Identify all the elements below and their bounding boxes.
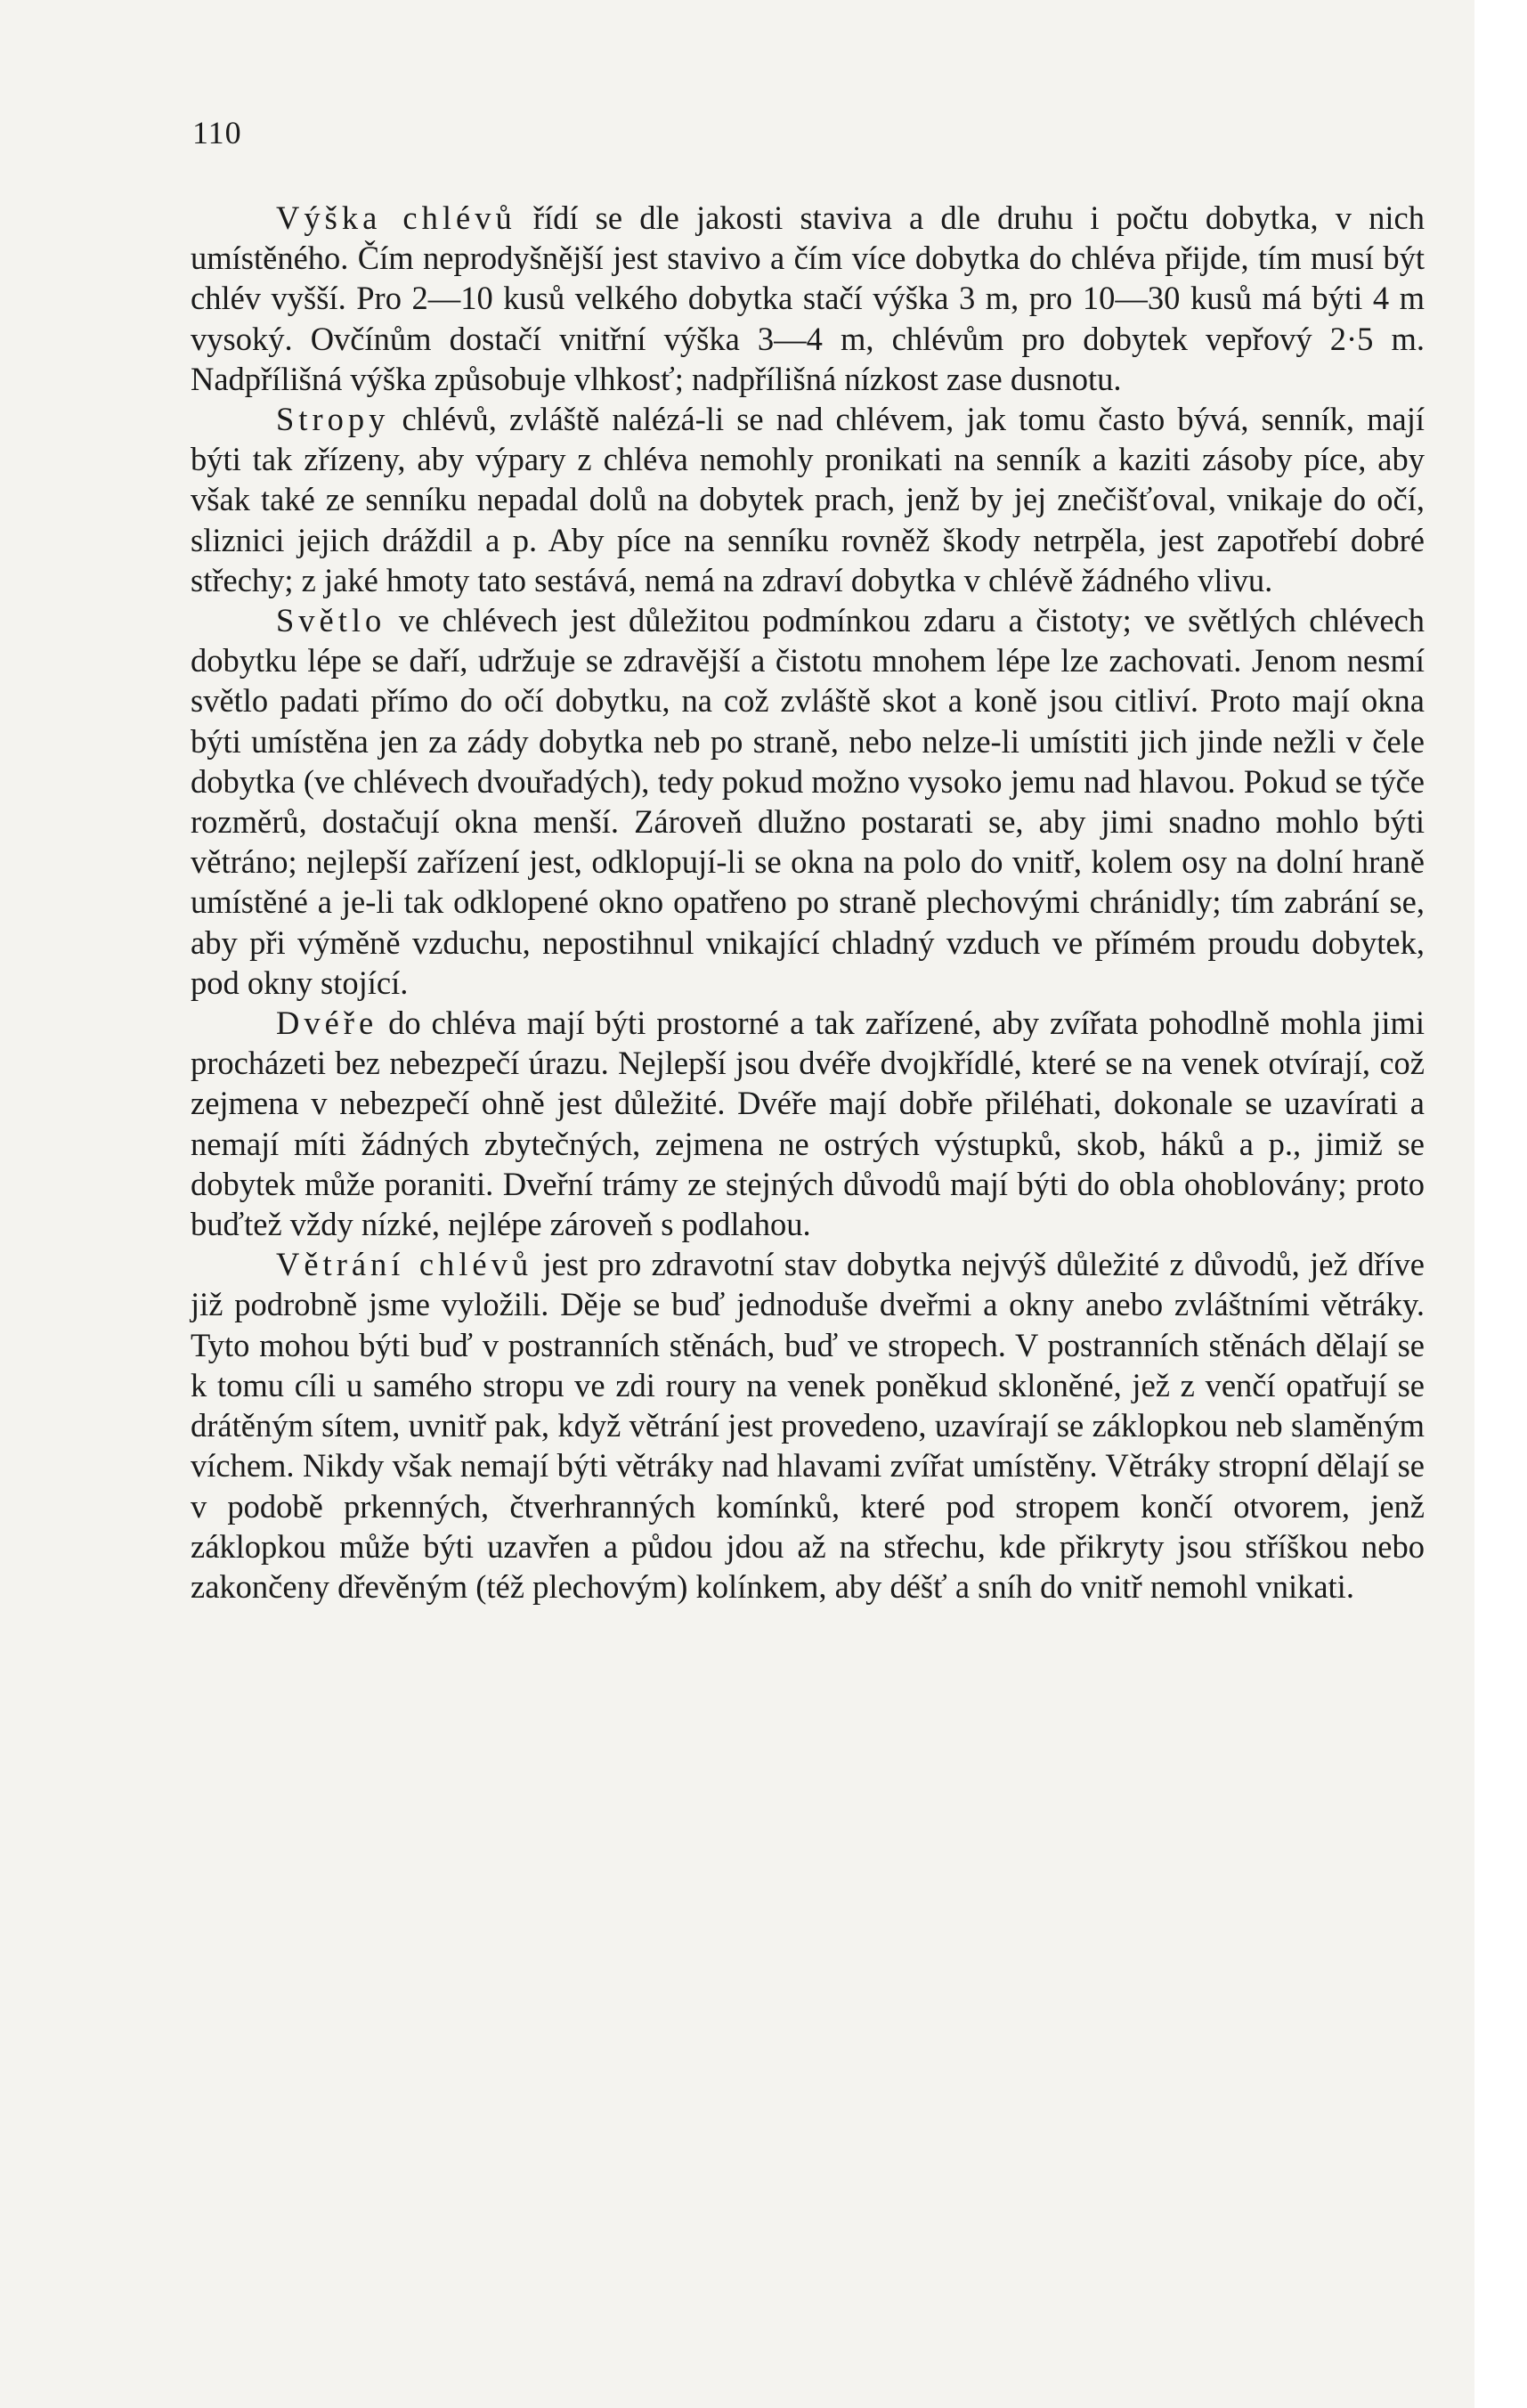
paragraph-heading: Stropy [276,401,390,438]
paragraph-text: řídí se dle jakosti staviva a dle druhu i počtu dobytka, v nich umístěného. Čím neprodyšnější jest stavivo a čím více dobytka do chléva přijde, tím musí být chlév vyšší. Pro 2—10 kusů velkého dobytka stačí výška 3 m, pro 10—30 kusů má býti 4 m vysoký. Ovčínům dostačí vnitřní výška 3—4 m, chlévům pro dobytek vepřový 2·5 m. Nadpřílišná výška způsobuje vlhkosť; nadpřílišná nízkost zase dusnotu. [191,199,1425,397]
paragraph-svetlo [191,600,1425,1003]
paragraph-heading: Dvéře [276,1005,378,1042]
scan-margin [1474,0,1527,2408]
paragraph-text: jest pro zdravotní stav dobytka nejvýš důležité z důvodů, jež dříve již podrobně jsme vyložili. Děje se buď jednoduše dveřmi a okny anebo zvláštními větráky. Tyto mohou býti buď v postranních stěnách, buď ve stropech. V postranních stěnách dělají se k tomu cíli u samého stropu ve zdi roury na venek poněkud skloněné, jež z venčí opatřují se drátěným sítem, uvnitř pak, když větrání jest provedeno, uzavírají se záklopkou neb slaměným víchem. Nikdy však nemají býti větráky nad hlavami zvířat umístěny. Větráky stropní dělají se v podobě prkenných, čtverhranných komínků, které pod stropem končí otvorem, jenž záklopkou může býti uzavřen a půdou jdou až na střechu, kde přikryty jsou stříškou nebo zakončeny dřevěným (též plechovým) kolínkem, aby déšť a sníh do vnitř nemohl vnikati. [191,1246,1425,1605]
paragraph-heading: Světlo [276,602,386,639]
paragraph-vyska-chlevu [191,198,1425,399]
paragraph-text: ve chlévech jest důležitou podmínkou zdaru a čistoty; ve světlých chlévech dobytku lépe se daří, udržuje se zdravější a čistotu mnohem lépe lze zachovati. Jenom nesmí světlo padati přímo do očí dobytku, na což zvláště skot a koně jsou citliví. Proto mají okna býti umístěna jen za zády dobytka neb po straně, nebo nelze-li umístiti jich jinde nežli v čele dobytka (ve chlévech dvouřadých), tedy pokud možno vysoko jemu nad hlavou. Pokud se týče rozměrů, dostačují okna menší. Zároveň dlužno postarati se, aby jimi snadno mohlo býti větráno; nejlepší zařízení jest, odklopují-li se okna na polo do vnitř, kolem osy na dolní hraně umístěné a je-li tak odklopené okno opatřeno po straně plechovými chránidly; tím zabrání se, aby při výměně vzduchu, nepostihnul vnikající chladný vzduch ve přímém proudu dobytek, pod okny stojící. [191,602,1425,1001]
page-number: 110 [192,115,242,150]
paragraph-heading: Větrání chlévů [276,1246,533,1283]
paragraph-heading: Výška chlévů [276,199,516,236]
paragraph-vetrani-chlevu [191,1244,1425,1607]
page-body-text [191,198,1425,1607]
paragraph-text: chlévů, zvláště nalézá-li se nad chlévem, jak tomu často bývá, senník, mají býti tak zřízeny, aby výpary z chléva nemohly pronikati na senník a kaziti zásoby píce, aby však také ze senníku nepadal dolů na dobytek prach, jenž by jej znečišťoval, vnikaje do očí, sliznici jejich dráždil a p. Aby píce na senníku rovněž škody netrpěla, jest zapotřebí dobré střechy; z jaké hmoty tato sestává, nemá na zdraví dobytka v chlévě žádného vlivu. [191,401,1425,598]
paragraph-text: do chléva mají býti prostorné a tak zařízené, aby zvířata pohodlně mohla jimi procházeti bez nebezpečí úrazu. Nejlepší jsou dvéře dvojkřídlé, které se na venek otvírají, což zejmena v nebezpečí ohně jest důležité. Dvéře mají dobře přiléhati, dokonale se uzavírati a nemají míti žádných zbytečných, zejmena ne ostrých výstupků, skob, háků a p., jimiž se dobytek může poraniti. Dveřní trámy ze stejných důvodů mají býti do obla ohoblovány; proto buďtež vždy nízké, nejlépe zároveň s podlahou. [191,1005,1425,1243]
paragraph-stropy [191,399,1425,600]
paragraph-dvere [191,1003,1425,1244]
